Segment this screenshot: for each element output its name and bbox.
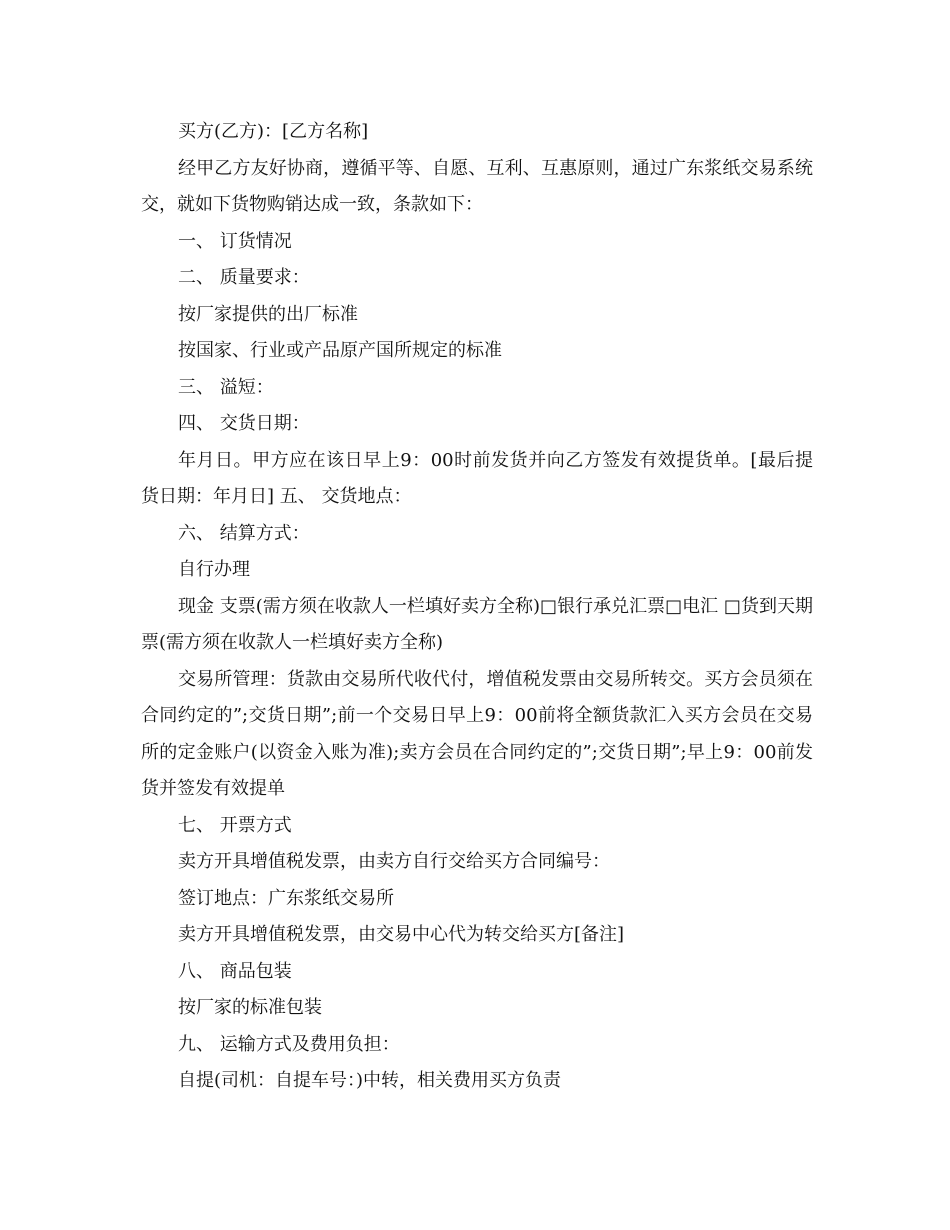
exchange-management-paragraph: 交易所管理：货款由交易所代收代付，增值税发票由交易所转交。买方会员须在合同约定的”;交货日期”;前一个交易日早上9：00前将全额货款汇入买方会员在交易所的定金账户(以资金入账为准);卖方会员在合同约定的”;交货日期”;早上9：00前发货并签发有效提单 (141, 668, 813, 799)
section-6-heading: 六、 结算方式： (178, 522, 310, 544)
intro-paragraph: 经甲乙方友好协商，遵循平等、自愿、互利、互惠原则，通过广东浆纸交易系统交，就如下货物购销达成一致，条款如下： (141, 157, 813, 215)
section-7-heading: 七、 开票方式 (178, 814, 292, 836)
delivery-date-paragraph: 年月日。甲方应在该日早上9：00时前发货并向乙方签发有效提货单。[最后提货日期：年月日] 五、 交货地点： (141, 449, 813, 507)
section-9-heading: 九、 运输方式及费用负担： (178, 1033, 400, 1055)
section-4-heading: 四、 交货日期： (178, 413, 310, 434)
packaging-standard: 按厂家的标准包装 (178, 997, 322, 1018)
quality-option-national: 按国家、行业或产品原产国所规定的标准 (178, 340, 502, 361)
contract-body (141, 114, 813, 1100)
settlement-self: 自行办理 (178, 559, 250, 580)
invoice-seller-paragraph: 卖方开具增值税发票，由卖方自行交给买方合同编号： (178, 851, 610, 872)
transport-paragraph: 自提(司机：自提车号：)中转，相关费用买方负责 (178, 1070, 562, 1091)
section-3-heading: 三、 溢短： (178, 376, 274, 398)
quality-option-factory: 按厂家提供的出厂标准 (178, 303, 358, 325)
invoice-center-paragraph: 卖方开具增值税发票，由交易中心代为转交给买方[备注] (178, 924, 625, 945)
section-8-heading: 八、 商品包装 (178, 960, 292, 982)
section-1-heading: 一、 订货情况 (178, 230, 292, 252)
signing-location: 签订地点：广东浆纸交易所 (178, 887, 394, 909)
buyer-party-line: 买方(乙方)：[乙方名称] (178, 121, 369, 142)
section-2-heading: 二、 质量要求： (178, 267, 310, 288)
payment-methods-paragraph: 现金 支票(需方须在收款人一栏填好卖方全称)□银行承兑汇票□电汇 □货到天期票(需方须在收款人一栏填好卖方全称) (141, 595, 813, 653)
